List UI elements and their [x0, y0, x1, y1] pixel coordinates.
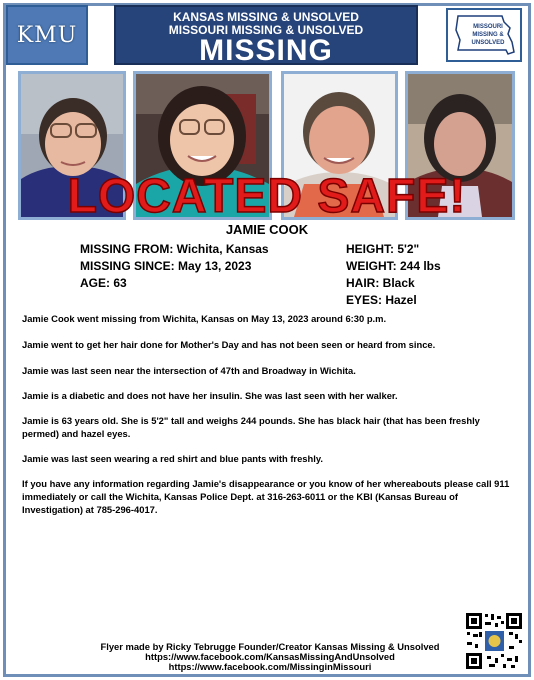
- paragraph-1: Jamie Cook went missing from Wichita, Kansas on May 13, 2023 around 6:30 p.m.: [22, 313, 387, 324]
- paragraph-4: Jamie is a diabetic and does not have her insulin. She was last seen with her walker.: [22, 390, 398, 401]
- missouri-logo: [446, 8, 522, 62]
- footer-link-kansas[interactable]: https://www.facebook.com/KansasMissingAndUnsolved: [145, 651, 395, 662]
- height: HEIGHT: 5'2": [346, 242, 420, 256]
- mo-logo-line1: MISSOURI: [473, 24, 503, 30]
- missing-since: MISSING SINCE: May 13, 2023: [80, 259, 252, 273]
- age: AGE: 63: [80, 276, 127, 290]
- mo-logo-line3: UNSOLVED: [471, 40, 505, 46]
- paragraph-3: Jamie was last seen near the intersection of 47th and Broadway in Wichita.: [22, 365, 356, 376]
- qr-code: [465, 612, 523, 670]
- banner-title: MISSING: [199, 34, 333, 67]
- hair: HAIR: Black: [346, 276, 415, 290]
- kmu-logo: [6, 5, 88, 65]
- header-banner: [114, 5, 418, 65]
- paragraph-7: If you have any information regarding Jamie's disappearance or you know of her whereabouts please call 911 immediately or call the Wichita, Kansas Police Dept. at 316-263-6011 or the KBI (Kansas Bureau of Investigation) at 785-296-4017.: [22, 478, 510, 515]
- footer-credit: Flyer made by Ricky Tebrugge Founder/Creator Kansas Missing & Unsolved: [100, 641, 440, 652]
- eyes: EYES: Hazel: [346, 293, 417, 307]
- banner-line-missouri: MISSOURI MISSING & UNSOLVED: [168, 23, 364, 37]
- mo-logo-line2: MISSING &: [472, 32, 504, 38]
- banner-line-kansas: KANSAS MISSING & UNSOLVED: [173, 10, 359, 24]
- missouri-logo-text: [464, 23, 512, 47]
- located-safe-overlay: LOCATED SAFE!: [67, 170, 467, 223]
- person-name: JAMIE COOK: [225, 222, 309, 237]
- footer-link-missouri[interactable]: https://www.facebook.com/MissinginMissouri: [168, 661, 372, 672]
- paragraph-5: Jamie is 63 years old. She is 5'2" tall and weighs 244 pounds. She has black hair (that has been freshly permed) and hazel eyes.: [22, 415, 480, 439]
- missing-from: MISSING FROM: Wichita, Kansas: [80, 242, 269, 256]
- weight: WEIGHT: 244 lbs: [346, 259, 441, 273]
- paragraph-6: Jamie was last seen wearing a red shirt and blue pants with freshly.: [22, 453, 323, 464]
- paragraph-2: Jamie went to get her hair done for Mother's Day and has not been seen or heard from since.: [22, 339, 436, 350]
- kmu-logo-text: KMU: [16, 22, 78, 48]
